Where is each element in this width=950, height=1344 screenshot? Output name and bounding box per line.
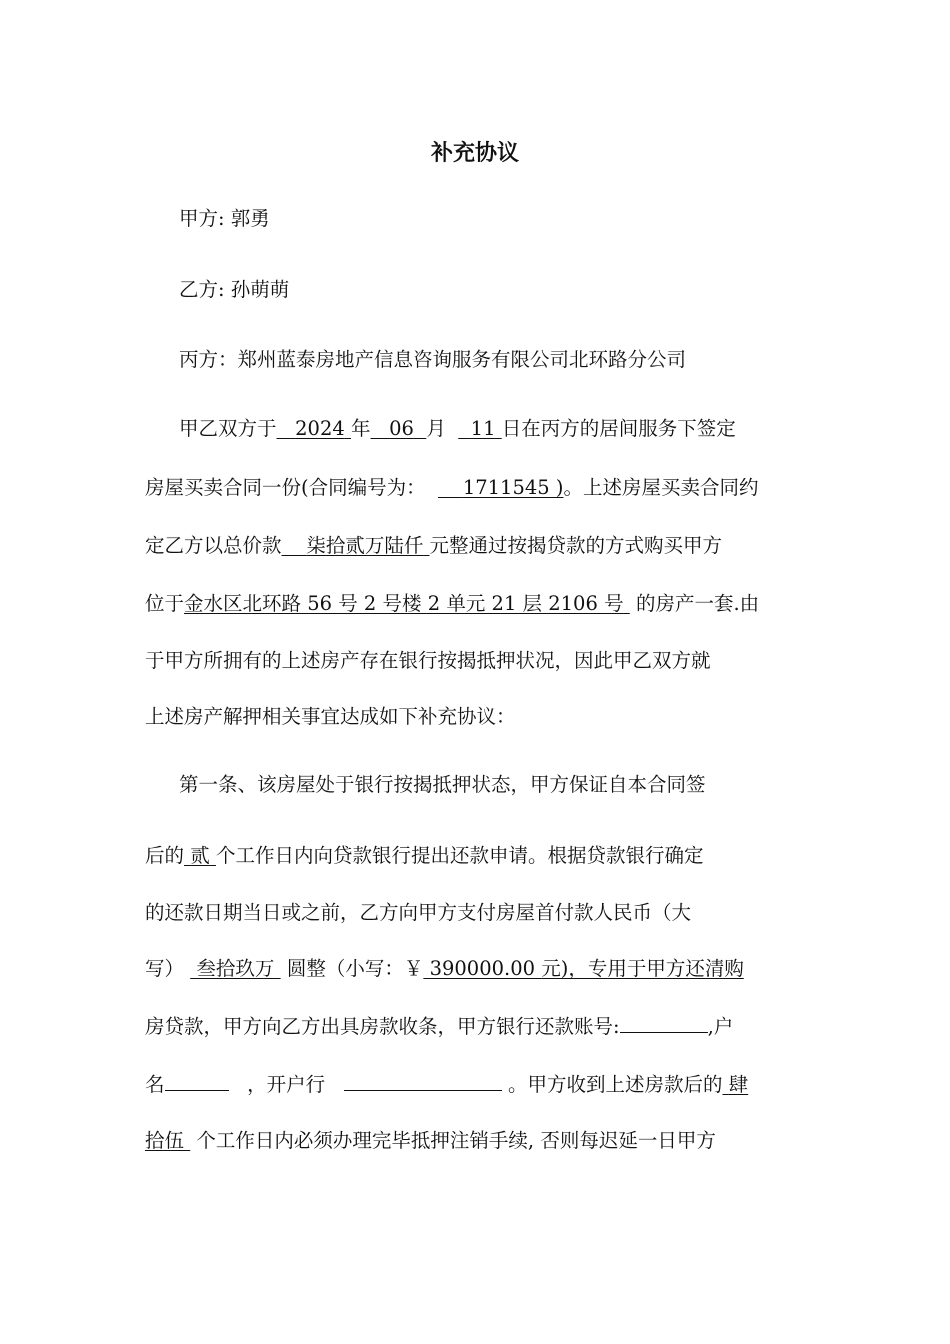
text-fragment: 位于 [145,592,185,615]
text-fragment: 甲乙双方于 [179,417,277,440]
paragraph-1-line-6: 上述房产解押相关事宜达成如下补充协议： [145,705,516,728]
text-fragment: 圆整（小写：￥ [286,957,424,980]
signing-year [277,417,351,440]
signing-day-value: 11 [470,417,496,440]
article-1-line-1: 第一条、该房屋处于银行按揭抵押状态，甲方保证自本合同签 [179,773,706,796]
party-a-line [179,205,270,233]
article-1-line-6 [145,1071,748,1099]
paragraph-1-line-5: 于甲方所拥有的上述房产存在银行按揭抵押状况，因此甲乙双方就 [145,649,711,672]
text-fragment: 定乙方以总价款 [145,534,282,557]
paragraph-1-line-4 [145,590,759,618]
text-fragment: 。甲方收到上述房款后的 [507,1073,723,1096]
article-1-line-7 [145,1127,716,1155]
text-fragment: 写） [145,957,185,980]
document-title: 补充协议 [430,140,519,166]
text-fragment: 元整通过按揭贷款的方式购买甲方 [429,534,723,557]
total-price-value: 柒拾贰万陆仟 [306,534,424,557]
amount-chinese-value: 叁拾玖万 [196,957,275,980]
signing-year-value: 2024 [295,417,345,440]
account-name-blank [165,1072,229,1091]
text-fragment: ，开户行 [247,1073,326,1096]
party-b-label: 乙方: [179,278,225,301]
contract-number-value: 1711545 ) [462,476,564,499]
contract-number [438,476,563,499]
amount-number [423,957,743,980]
text-fragment: 个工作日内向贷款银行提出还款申请。根据贷款银行确定 [215,844,704,867]
article-1-line-5 [145,1013,733,1041]
party-b-name: 孙萌萌 [230,278,290,301]
text-fragment: 房屋买卖合同一份(合同编号为： [145,476,426,499]
property-address [184,592,630,615]
text-fragment: 年 [350,417,371,440]
text-fragment: 名 [145,1073,165,1096]
paragraph-1-line-1 [179,415,736,443]
text-fragment: 元)，专用于甲方还清购 [541,957,744,980]
cancel-days-1 [722,1073,748,1096]
account-number-blank [620,1014,708,1033]
party-a-name: 郭勇 [230,207,270,230]
signing-day [458,417,501,440]
text-fragment: 月 [426,417,446,440]
article-1-line-4 [145,955,744,983]
text-fragment: 。上述房屋买卖合同约 [563,476,759,499]
signing-month-value: 06 [389,417,414,440]
property-address-value: 金水区北环路 56 号 2 号楼 2 单元 21 层 2106 号 [184,592,624,615]
apply-days-value: 贰 [190,844,210,867]
text-fragment: 房贷款，甲方向乙方出具房款收条，甲方银行还款账号: [145,1015,620,1038]
cancel-days-1-value: 肆 [728,1073,749,1096]
text-fragment: ,户 [707,1015,734,1038]
apply-days [184,844,216,867]
text-fragment: 后的 [145,844,185,867]
party-b-line [179,276,289,304]
article-1-line-2 [145,842,703,870]
text-fragment: 个工作日内必须办理完毕抵押注销手续, 否则每迟延一日甲方 [196,1129,716,1152]
party-c-line: 丙方：郑州蓝泰房地产信息咨询服务有限公司北环路分公司 [179,348,687,371]
party-a-label: 甲方: [179,207,225,230]
amount-number-value: 390000.00 [429,957,536,980]
article-1-line-3: 的还款日期当日或之前，乙方向甲方支付房屋首付款人民币（大 [145,901,692,924]
amount-chinese [190,957,280,980]
total-price [282,534,430,557]
bank-branch-blank [344,1072,502,1091]
paragraph-1-line-2 [145,474,758,502]
signing-month [370,417,426,440]
cancel-days-2-value: 拾伍 [145,1129,185,1152]
text-fragment: 的房产一套.由 [635,592,760,615]
paragraph-1-line-3 [145,532,722,560]
cancel-days-2 [145,1129,190,1152]
text-fragment: 日在丙方的居间服务下签定 [501,417,736,440]
